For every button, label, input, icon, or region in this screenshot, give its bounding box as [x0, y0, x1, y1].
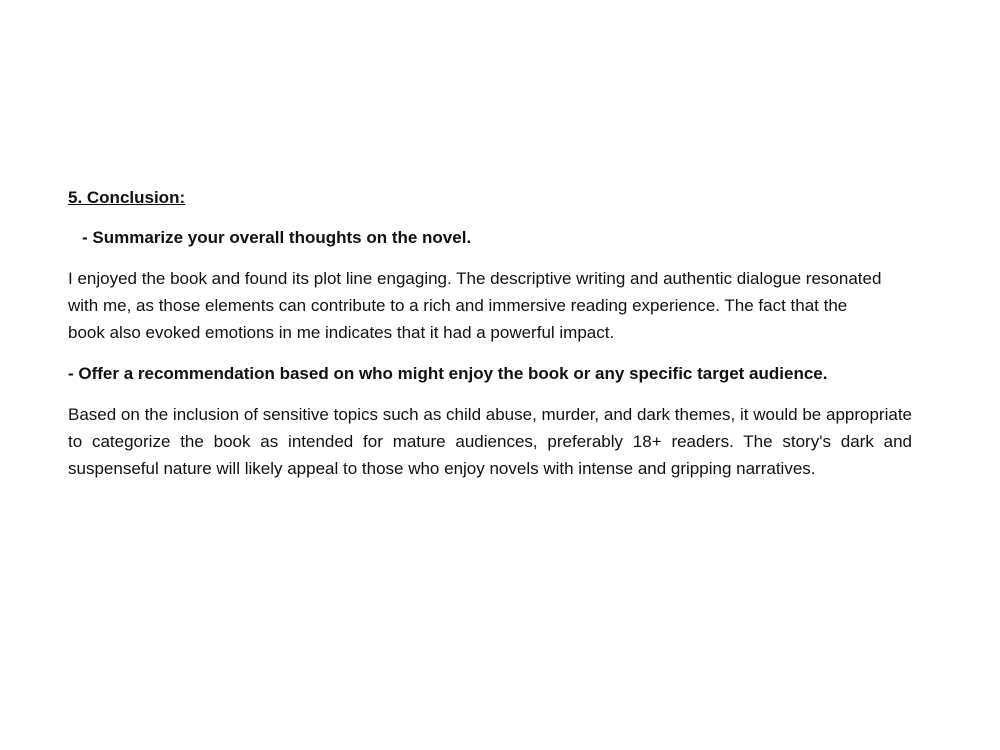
summary-paragraph: I enjoyed the book and found its plot line engaging. The descriptive writing and authentic dialogue resonated with me, as those elements can contribute to a rich and immersive reading experience. The fact that the book also evoked emotions in me indicates that it had a powerful impact.	[68, 269, 882, 342]
summary-prompt: - Summarize your overall thoughts on the novel.	[82, 228, 472, 247]
recommendation-paragraph: Based on the inclusion of sensitive topics such as child abuse, murder, and dark themes, it would be appropriate to categorize the book as intended for mature audiences, preferably 18+ readers. The story's dark and suspenseful nature will likely appeal to those who enjoy novels with intense and gripping narratives.	[68, 405, 912, 478]
recommendation-prompt: - Offer a recommendation based on who might enjoy the book or any specific target audience.	[68, 364, 828, 383]
document-content	[68, 184, 912, 496]
section-title: 5. Conclusion:	[68, 188, 186, 207]
